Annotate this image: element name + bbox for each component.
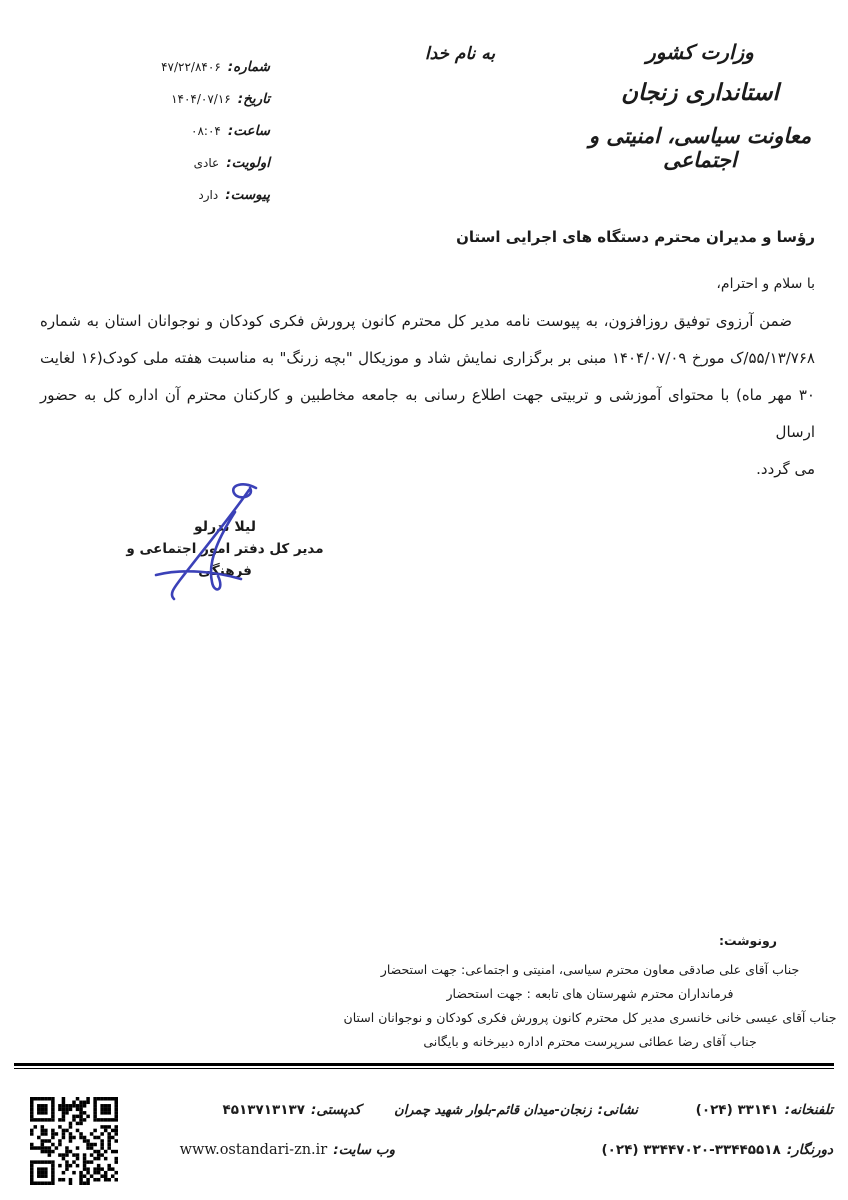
addressee-line: رؤسا و مدیران محترم دستگاه های اجرایی استان (456, 228, 815, 246)
number-label: شماره: (227, 59, 270, 75)
deputy-name: معاونت سیاسی، امنیتی و اجتماعی (588, 124, 812, 172)
date-label: تاریخ: (237, 91, 270, 107)
ministry-name: وزارت کشور (646, 40, 754, 64)
phone-value: ۳۳۱۴۱ (۰۲۴) (695, 1102, 779, 1118)
number-value: ۴۷/۲۲/۸۴۰۶ (161, 60, 221, 74)
website-value: www.ostandari-zn.ir (179, 1142, 328, 1158)
footer-address (394, 1102, 638, 1118)
footer-phone (696, 1102, 833, 1118)
cc-item: فرمانداران محترم شهرستان های تابعه : جهت استحضار (446, 986, 734, 1001)
letter-meta (161, 50, 270, 210)
time-label: ساعت: (227, 123, 270, 139)
cc-item: جناب آقای عیسی خانی خانسری مدیر کل محترم کانون پرورش فکری کودکان و نوجوانان استان (343, 1010, 837, 1025)
cc-item: جناب آقای علی صادقی معاون محترم سیاسی، امنیتی و اجتماعی: جهت استحضار (380, 962, 800, 977)
body-line: ضمن آرزوی توفیق روزافزون، به پیوست نامه مدیر کل محترم کانون پرورش فکری کودکان و نوجوانان استان به شماره (40, 312, 792, 330)
attachment-value: دارد (198, 188, 219, 202)
date-value: ۱۴۰۴/۰۷/۱۶ (171, 92, 231, 106)
footer-postal-code (223, 1102, 361, 1118)
postal-label: کدپستی: (310, 1102, 361, 1118)
meta-row-number (161, 50, 270, 82)
body-line: ۳۰ مهر ماه) با محتوای آموزشی و تربیتی جهت اطلاع رسانی به جامعه مخاطبین و کارکنان محترم آن اداره کل به حضور ارسال (40, 386, 815, 441)
cc-heading: رونوشت: (718, 933, 777, 948)
postal-value: ۴۵۱۳۷۱۳۱۳۷ (222, 1102, 305, 1118)
body-line: می گردد. (756, 460, 815, 478)
footer-separator-line (14, 1063, 834, 1069)
governorate-name: استانداری زنجان (621, 80, 779, 106)
priority-value: عادی (193, 156, 220, 170)
salutation-line: با سلام و احترام، (716, 276, 815, 292)
website-label: وب سایت: (333, 1142, 395, 1158)
qr-code (30, 1097, 118, 1185)
meta-row-attachment (161, 178, 270, 210)
signer-name: لیلا ندرلو (194, 519, 256, 535)
handwritten-signature-icon (138, 480, 298, 606)
time-value: ۰۸:۰۴ (191, 124, 221, 138)
phone-label: تلفنخانه: (784, 1102, 833, 1118)
address-label: نشانی: (597, 1102, 638, 1118)
meta-row-priority (161, 146, 270, 178)
fax-label: دورنگار: (786, 1142, 833, 1158)
fax-value: ۳۳۴۴۵۵۱۸-۳۳۴۴۷۰۲۰ (۰۲۴) (601, 1142, 781, 1158)
bismillah-text: به نام خدا (424, 44, 496, 64)
letterhead (550, 40, 848, 172)
priority-label: اولویت: (226, 155, 270, 171)
meta-row-date (161, 82, 270, 114)
cc-item: جناب آقای رضا عطائی سرپرست محترم اداره دبیرخانه و بایگانی (423, 1034, 757, 1049)
signer-title: مدیر کل دفتر امور اجتماعی و فرهنگی (126, 541, 324, 579)
address-value: زنجان-میدان قائم-بلوار شهید چمران (394, 1103, 592, 1118)
footer-fax (601, 1142, 833, 1158)
cc-list (335, 958, 845, 1054)
meta-row-time (161, 114, 270, 146)
footer-website (180, 1142, 395, 1158)
attachment-label: پیوست: (225, 187, 270, 203)
letter-body (40, 303, 815, 488)
body-line: ۵۵/۱۳/۷۶۸/ک مورخ ۱۴۰۴/۰۷/۰۹ مبنی بر برگزاری نمایش شاد و موزیکال "بچه زرنگ" به مناسبت هفته ملی کودک(۱۶ لغایت (40, 349, 815, 367)
